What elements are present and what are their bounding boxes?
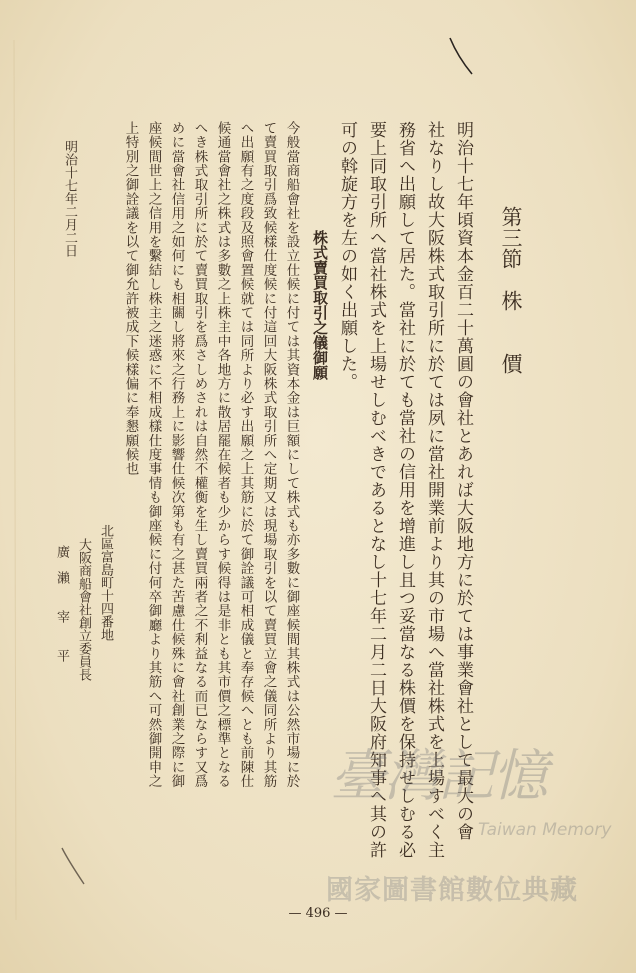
watermark-english-logo: Taiwan Memory (478, 820, 612, 840)
petition-line-8: 上特別之御詮議を以て御允許被成下候樣偏に奉懇願候也 (122, 121, 139, 476)
petition-line-2: て賣買取引爲致候樣仕度候に付這回大阪株式取引所へ定期又は現場取引を以て賣買立會之儀同所より其筋 (260, 121, 277, 789)
main-paragraph-line-1: 明治十七年頃資本金百二十萬圓の會社とあれば大阪地方に於ては事業會社として最大の會 (453, 121, 473, 841)
main-paragraph-line-3: 務省へ出願して居た。當社に於ても當社の信用を增進し且つ妥當なる株價を保持せしむる必 (395, 121, 415, 859)
section-heading: 第三節 株 價 (499, 206, 523, 374)
watermark-library-name: 國家圖書館數位典藏 (326, 875, 578, 906)
page-number: — 496 — (288, 906, 348, 921)
petition-line-6: めに當會社信用之如何にも相關し將來之行務上に影響仕候次第も有之甚た苦慮仕候殊に會社創業之際に御 (168, 121, 185, 789)
petition-title: 株式賣買取引之儀御願 (311, 230, 329, 380)
petition-line-7: 座候間世上之信用を繫結し株主之迷惑に不相成樣仕度事情も御座候に付何卒御廳より其筋へ可然御開申之 (145, 121, 162, 789)
petition-line-4: 候通當會社之株式は多數之上株主中各地方に散居罷在候者も少からす候得は是非とも其市價之標準となる (214, 121, 231, 789)
signature-title: 大阪商船會社創立委員長 (76, 538, 91, 681)
signature-name: 廣 瀨 宰 平 (54, 545, 69, 662)
document-date: 明治十七年二月二日 (62, 140, 77, 257)
watermark-chinese-logo: 臺灣記憶 (330, 744, 546, 809)
main-paragraph-line-5: 可の斡旋方を左の如く出願した。 (337, 121, 357, 391)
signature-address: 北區富島町十四番地 (98, 524, 113, 641)
petition-line-1: 今般當商船會社を設立仕候に付ては其資本金は巨額にして株式も亦多數に御座候間其株式は公然市場に於 (283, 121, 300, 789)
main-paragraph-line-4: 要上同取引所へ當社株式を上場せしむべきであるとなし十七年二月二日大阪府知事へ其の許 (366, 121, 386, 859)
main-paragraph-line-2: 社なりし故大阪株式取引所に於ては夙に當社開業前より其の市場へ當社株式を上場すべく主 (424, 121, 444, 859)
library-watermark (326, 728, 616, 908)
petition-line-5: へき株式取引所に於て賣買取引を爲さしめされは自然不權衡を生し賣買兩者之不利益なる而已ならす又爲 (191, 121, 208, 789)
petition-line-3: へ出願有之度段及照會置候就ては同所より必す出願之上其筋に於て御詮議可相成儀と奉存候へとも前陳仕 (237, 121, 254, 789)
